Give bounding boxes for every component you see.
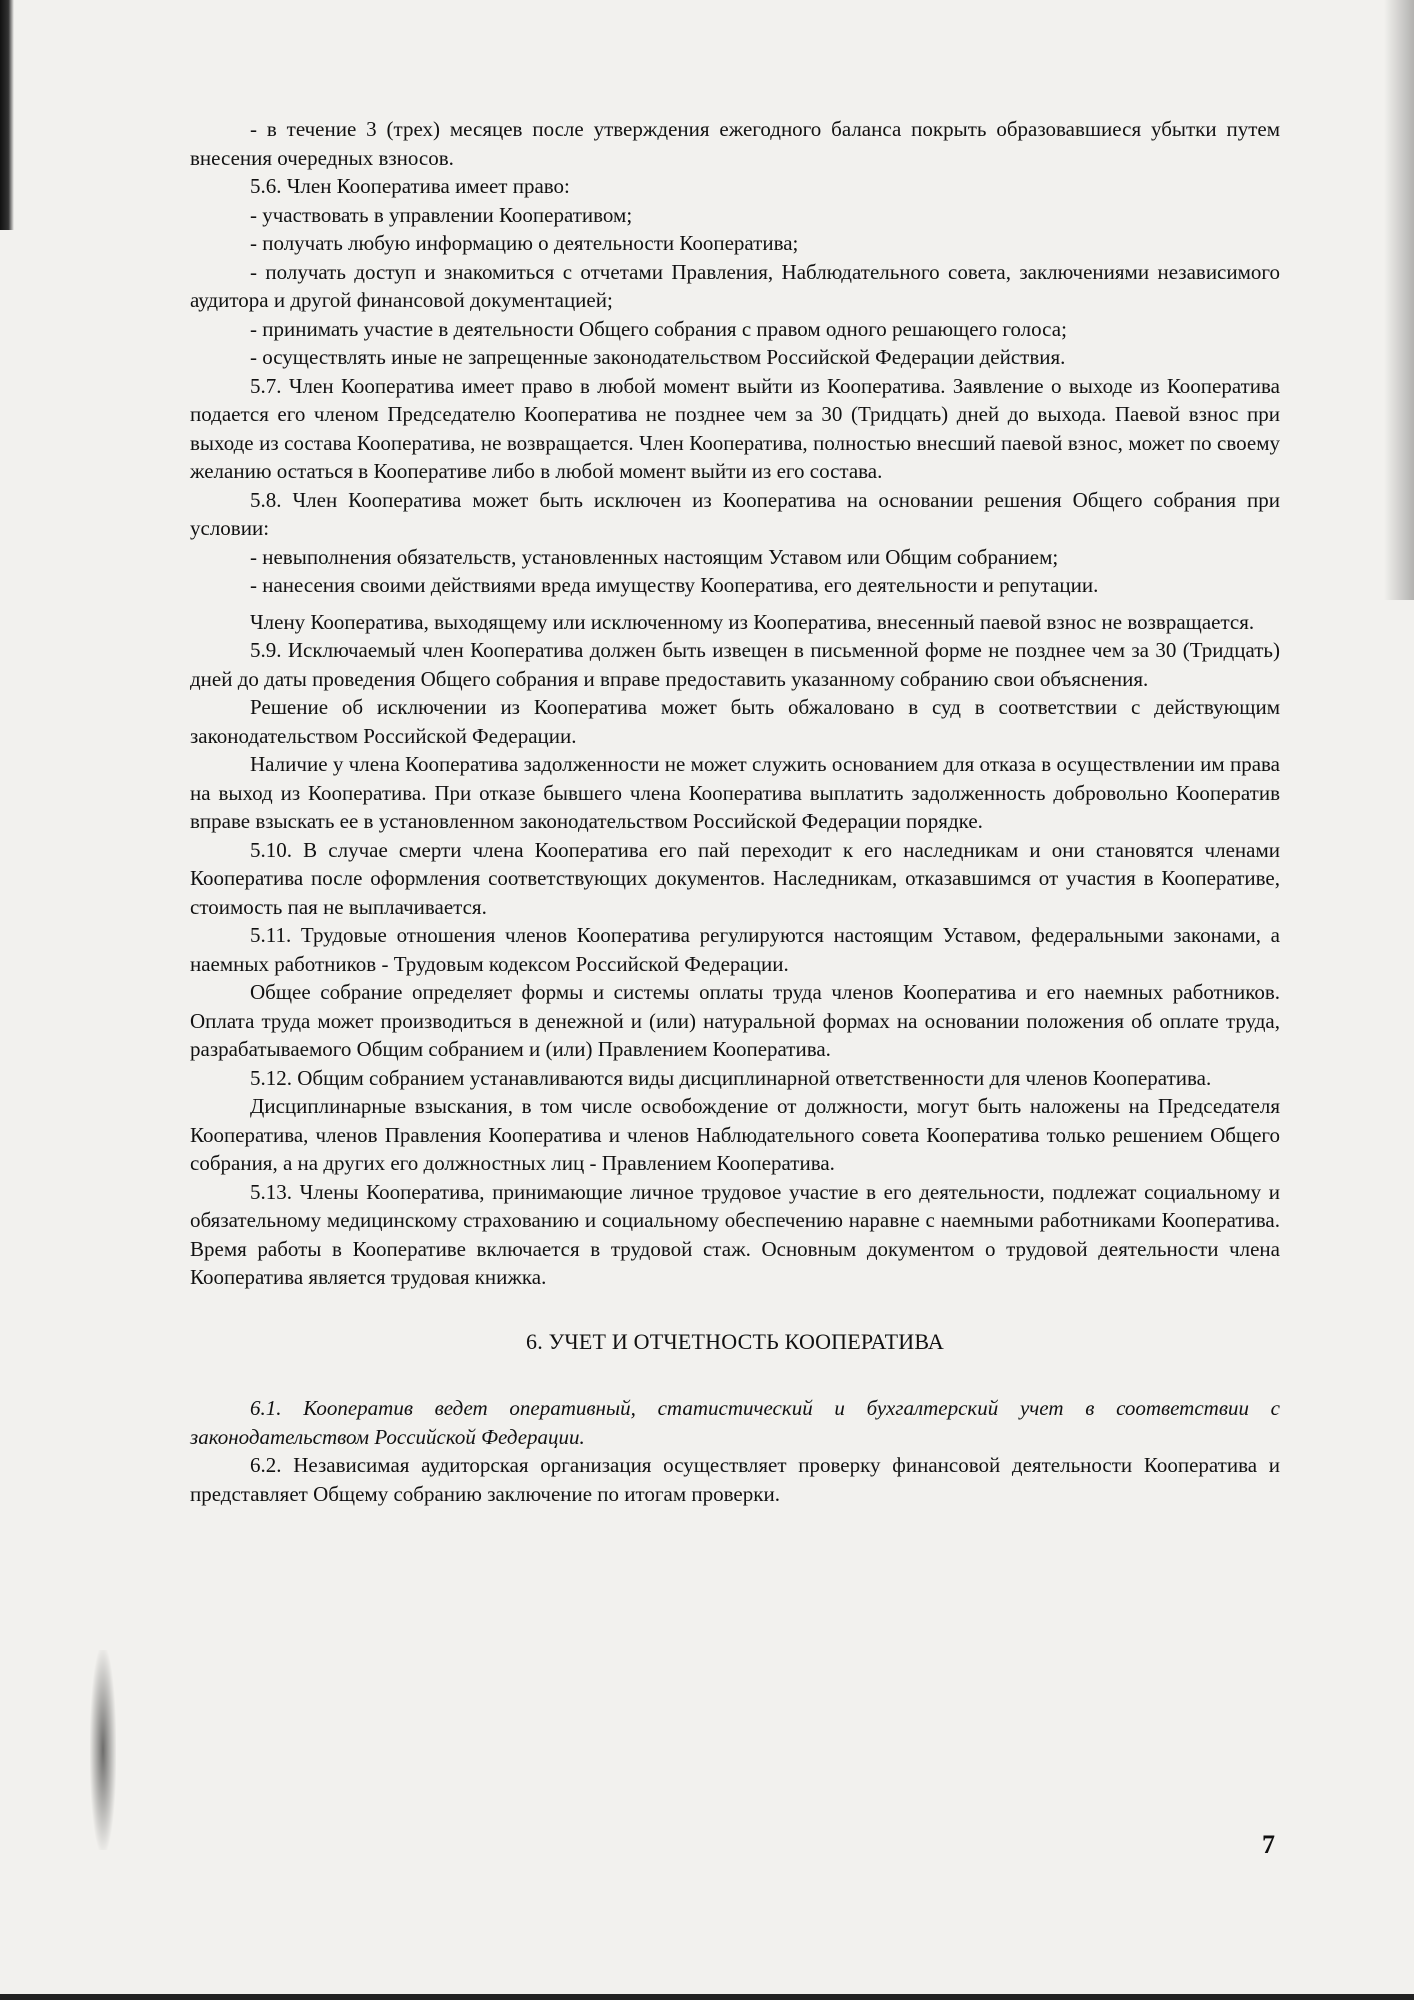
paragraph-5-13: 5.13. Члены Кооператива, принимающие личное трудовое участие в его деятельности, подлежат социальному и обязательному медицинскому страхованию и социальному обеспечению наравне с наемными работниками Кооператива. Время работы в Кооперативе включается в трудовой стаж. Основным документом о трудовой деятельности члена Кооператива является трудовая книжка. (190, 1179, 1280, 1289)
paragraph-5-10: 5.10. В случае смерти члена Кооператива его пай переходит к его наследникам и они становятся членами Кооператива после оформления соответствующих документов. Наследникам, отказавшимся от участия в Кооперативе, стоимость пая не выплачивается. (190, 837, 1280, 919)
list-item-obligations: - невыполнения обязательств, установленных настоящим Уставом или Общим собранием; (250, 544, 1059, 569)
paragraph-6-2: 6.2. Независимая аудиторская организация осуществляет проверку финансовой деятельности Кооператива и представляет Общему собранию заключение по итогам проверки. (190, 1453, 1280, 1506)
paragraph-5-6: 5.6. Член Кооператива имеет право: (250, 174, 570, 198)
scan-shadow-left-lower (90, 1650, 116, 1850)
section-heading: 6. УЧЕТ И ОТЧЕТНОСТЬ КООПЕРАТИВА (526, 1328, 944, 1354)
paragraph-discipline: Дисциплинарные взыскания, в том числе освобождение от должности, могут быть наложены на Председателя Кооператива, членов Правления Кооператива и членов Наблюдательного совета Кооператива только решением Общего собрания, а на других его должностных лиц - Правлением Кооператива. (190, 1094, 1280, 1175)
scan-shadow-bottom (0, 1994, 1414, 2000)
scan-shadow-right (1384, 0, 1414, 600)
paragraph-6-1: 6.1. Кооператив ведет оперативный, статистический и бухгалтерский учет в соответствии с законодательством Российской Федерации. (190, 1396, 1280, 1449)
paragraph-5-12: 5.12. Общим собранием устанавливаются виды дисциплинарной ответственности для членов Кооператива. (250, 1065, 1212, 1090)
list-item-vote: - принимать участие в деятельности Общего собрания с правом одного решающего голоса; (250, 316, 1067, 341)
document-page (190, 115, 1280, 1508)
paragraph-5-11: 5.11. Трудовые отношения членов Кооператива регулируются настоящим Уставом, федеральными законами, а наемных работников - Трудовым кодексом Российской Федерации. (190, 923, 1280, 976)
list-item-harm: - нанесения своими действиями вреда имуществу Кооператива, его деятельности и репутации. (250, 573, 1099, 597)
paragraph-pay: Общее собрание определяет формы и системы оплаты труда членов Кооператива и его наемных работников. Оплата труда может производиться в денежной и (или) натуральной формах на основании положения об оплате труда, разрабатываемого Общим собранием и (или) Правлением Кооператива. (190, 980, 1280, 1061)
paragraph-no-refund: Члену Кооператива, выходящему или исключенному из Кооператива, внесенный паевой взнос не возвращается. (250, 609, 1255, 634)
list-item-manage: - участвовать в управлении Кооперативом; (250, 202, 633, 227)
list-item-info: - получать любую информацию о деятельности Кооператива; (250, 231, 799, 255)
list-item-other: - осуществлять иные не запрещенные законодательством Российской Федерации действия. (250, 345, 1066, 369)
paragraph-5-7: 5.7. Член Кооператива имеет право в любой момент выйти из Кооператива. Заявление о выходе из Кооператива подается его членом Председателю Кооператива не позднее чем за 30 (Тридцать) дней до выхода. Паевой взнос при выходе из состава Кооператива, не возвращается. Член Кооператива, полностью внесший паевой взнос, может по своему желанию остаться в Кооперативе либо в любой момент выйти из его состава. (190, 373, 1280, 483)
paragraph-5-9: 5.9. Исключаемый член Кооператива должен быть извещен в письменной форме не позднее чем за 30 (Тридцать) дней до даты проведения Общего собрания и вправе предоставить указанному собранию свои объяснения. (190, 638, 1280, 691)
paragraph-debt: Наличие у члена Кооператива задолженности не может служить основанием для отказа в осуществлении им права на выход из Кооператива. При отказе бывшего члена Кооператива выплатить задолженность добровольно Кооператив вправе взыскать ее в установленном законодательством Российской Федерации порядке. (190, 752, 1280, 833)
paragraph-losses: - в течение 3 (трех) месяцев после утверждения ежегодного баланса покрыть образовавшиеся убытки путем внесения очередных взносов. (190, 117, 1280, 170)
scan-shadow-left (0, 0, 14, 230)
paragraph-appeal: Решение об исключении из Кооператива может быть обжаловано в суд в соответствии с действующим законодательством Российской Федерации. (190, 695, 1280, 748)
page-number: 7 (1262, 1830, 1275, 1859)
paragraph-5-8: 5.8. Член Кооператива может быть исключен из Кооператива на основании решения Общего собрания при условии: (190, 487, 1280, 540)
list-item-reports: - получать доступ и знакомиться с отчетами Правления, Наблюдательного совета, заключениями независимого аудитора и другой финансовой документацией; (190, 259, 1280, 312)
